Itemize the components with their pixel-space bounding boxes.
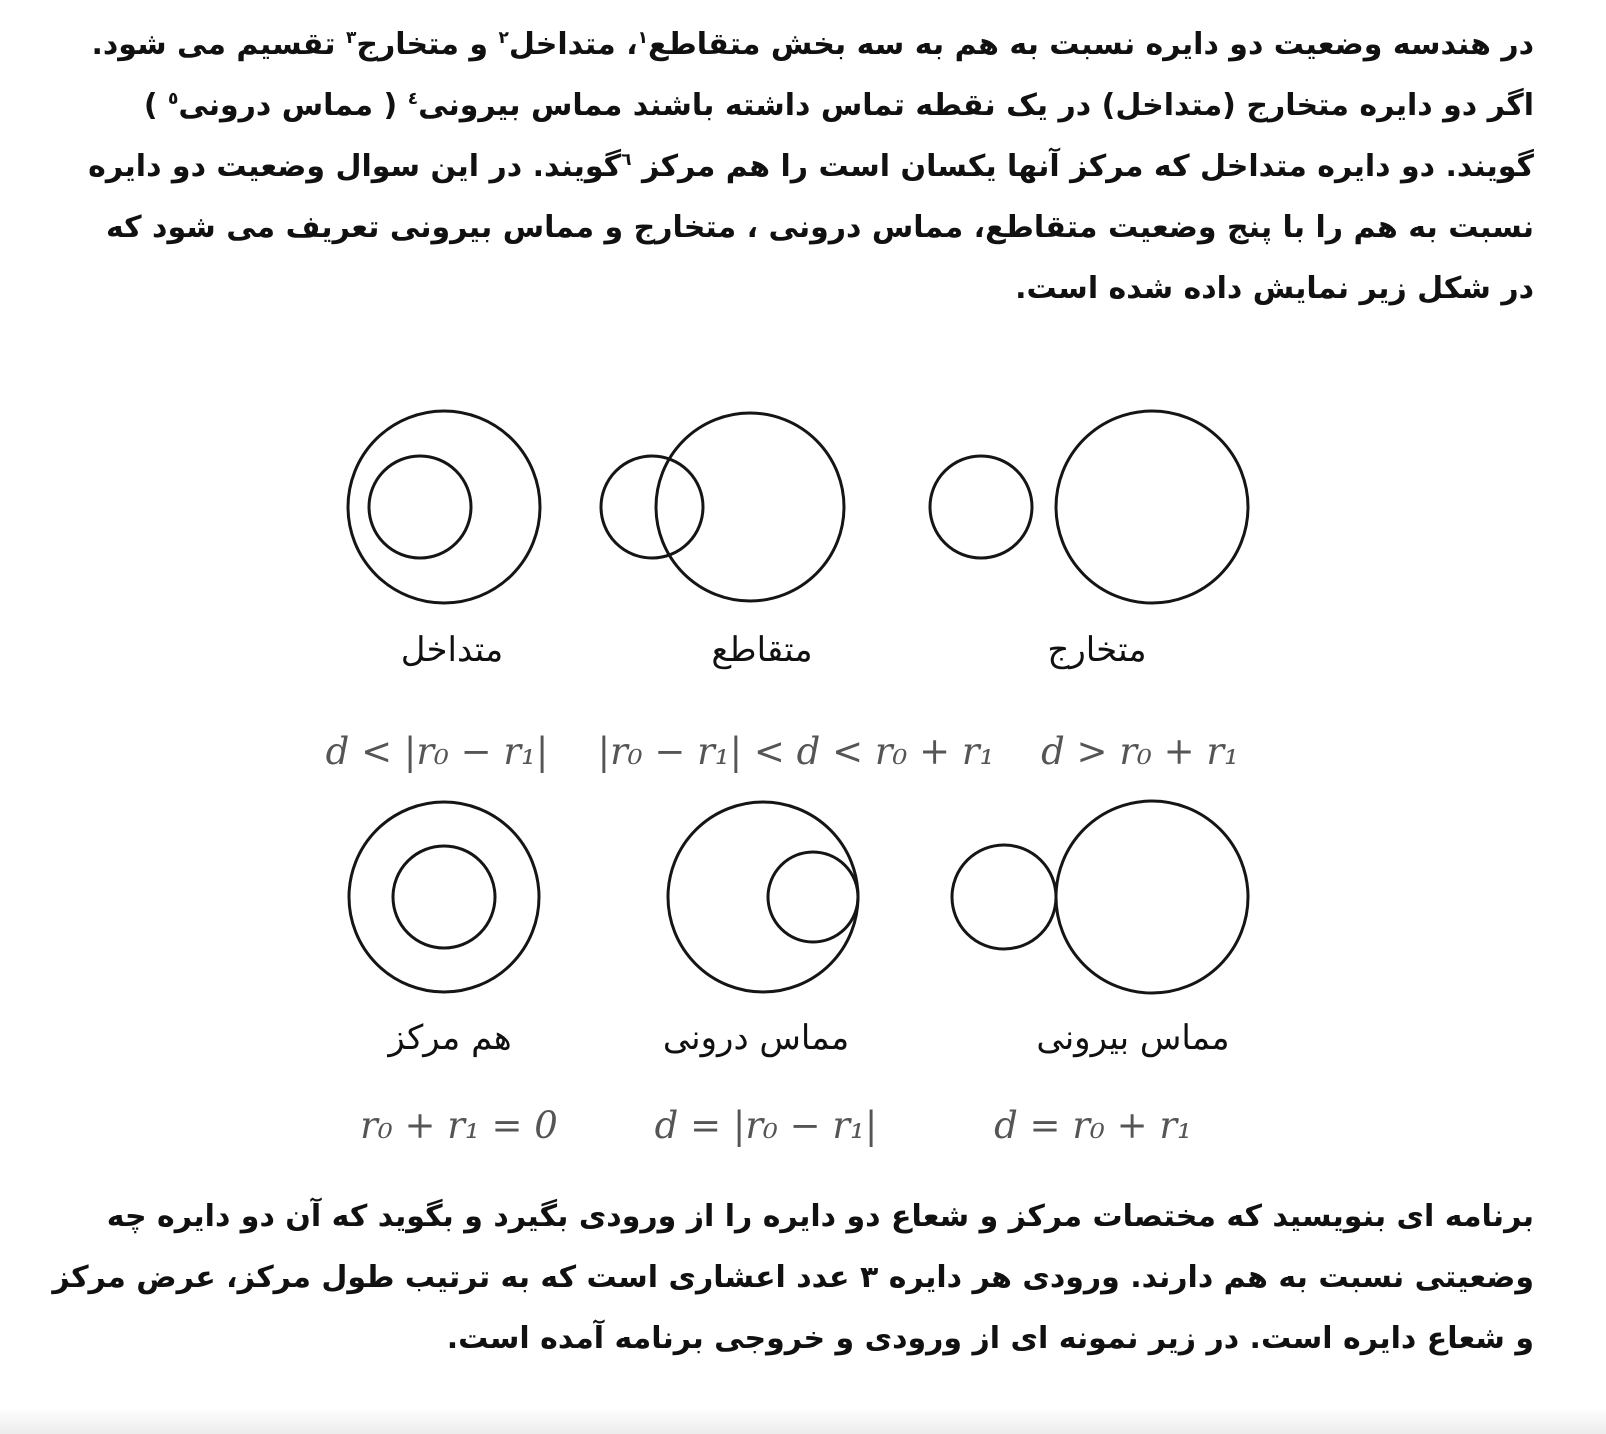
task-line-1: برنامه ای بنویسید که مختصات مرکز و شعاع دو دایره را از ورودی بگیرد و بگوید که آن دو دایره چه <box>106 1199 1534 1234</box>
separate-large-circle <box>1056 411 1248 603</box>
external-tangent-large-circle <box>1056 801 1248 993</box>
formula-intersecting: |r₀ − r₁| < d < r₀ + r₁ <box>597 730 995 773</box>
intro-line-1: در هندسه وضعیت دو دایره نسبت به هم به سه بخش متقاطع$^۱$، متداخل$^۲$ و متخارج$^۳$ تقسیم می شود. <box>91 27 1534 62</box>
separate-circles-diagram <box>930 411 1248 603</box>
task-paragraph <box>52 1186 1534 1369</box>
nested-outer-circle <box>348 411 540 603</box>
external-tangent-small-circle <box>952 845 1056 949</box>
intersecting-circles-diagram <box>601 413 844 601</box>
page-bottom-edge <box>0 1410 1606 1434</box>
intro-line-5: در شکل زیر نمایش داده شده است. <box>1015 271 1534 306</box>
formula-nested: d < |r₀ − r₁| <box>325 730 549 773</box>
task-line-3: و شعاع دایره است. در زیر نمونه ای از ورودی و خروجی برنامه آمده است. <box>446 1321 1534 1356</box>
label-concentric: هم مرکز <box>388 1018 512 1058</box>
internal-tangent-circles-diagram <box>668 802 858 992</box>
concentric-inner-circle <box>393 846 495 948</box>
nested-inner-circle <box>369 456 471 558</box>
intro-line-3: گویند. دو دایره متداخل که مرکز آنها یکسان است را هم مرکز $^٦$گویند. در این سوال وضعیت دو دایره <box>88 149 1534 184</box>
task-line-2: وضعیتی نسبت به هم دارند. ورودی هر دایره ۳ عدد اعشاری است که به ترتیب طول مرکز، عرض مرکز <box>52 1260 1534 1295</box>
concentric-outer-circle <box>349 802 539 992</box>
label-nested: متداخل <box>400 630 504 670</box>
formula-external-tangent: d = r₀ + r₁ <box>994 1104 1192 1147</box>
label-internal-tangent: مماس درونی <box>662 1018 850 1058</box>
intro-line-2: اگر دو دایره متخارج (متداخل) در یک نقطه تماس داشته باشند مماس بیرونی$^٤$ ( مماس درونی$^٥$ ) <box>143 88 1534 123</box>
intersecting-large-circle <box>656 413 844 601</box>
formula-internal-tangent: d = |r₀ − r₁| <box>654 1104 878 1147</box>
intersecting-small-circle <box>601 456 703 558</box>
internal-tangent-inner-circle <box>768 852 858 942</box>
label-intersecting: متقاطع <box>711 630 813 670</box>
internal-tangent-outer-circle <box>668 802 858 992</box>
concentric-circles-diagram <box>349 802 539 992</box>
nested-circles-diagram <box>348 411 540 603</box>
label-external-tangent: مماس بیرونی <box>1036 1018 1230 1058</box>
intro-line-4: نسبت به هم را با پنج وضعیت متقاطع، مماس درونی ، متخارج و مماس بیرونی تعریف می شود که <box>105 210 1534 245</box>
label-separate: متخارج <box>1047 630 1147 670</box>
formula-separate: d > r₀ + r₁ <box>1041 730 1239 773</box>
separate-small-circle <box>930 456 1032 558</box>
external-tangent-circles-diagram <box>952 801 1248 993</box>
formula-concentric: r₀ + r₁ = 0 <box>360 1104 558 1147</box>
